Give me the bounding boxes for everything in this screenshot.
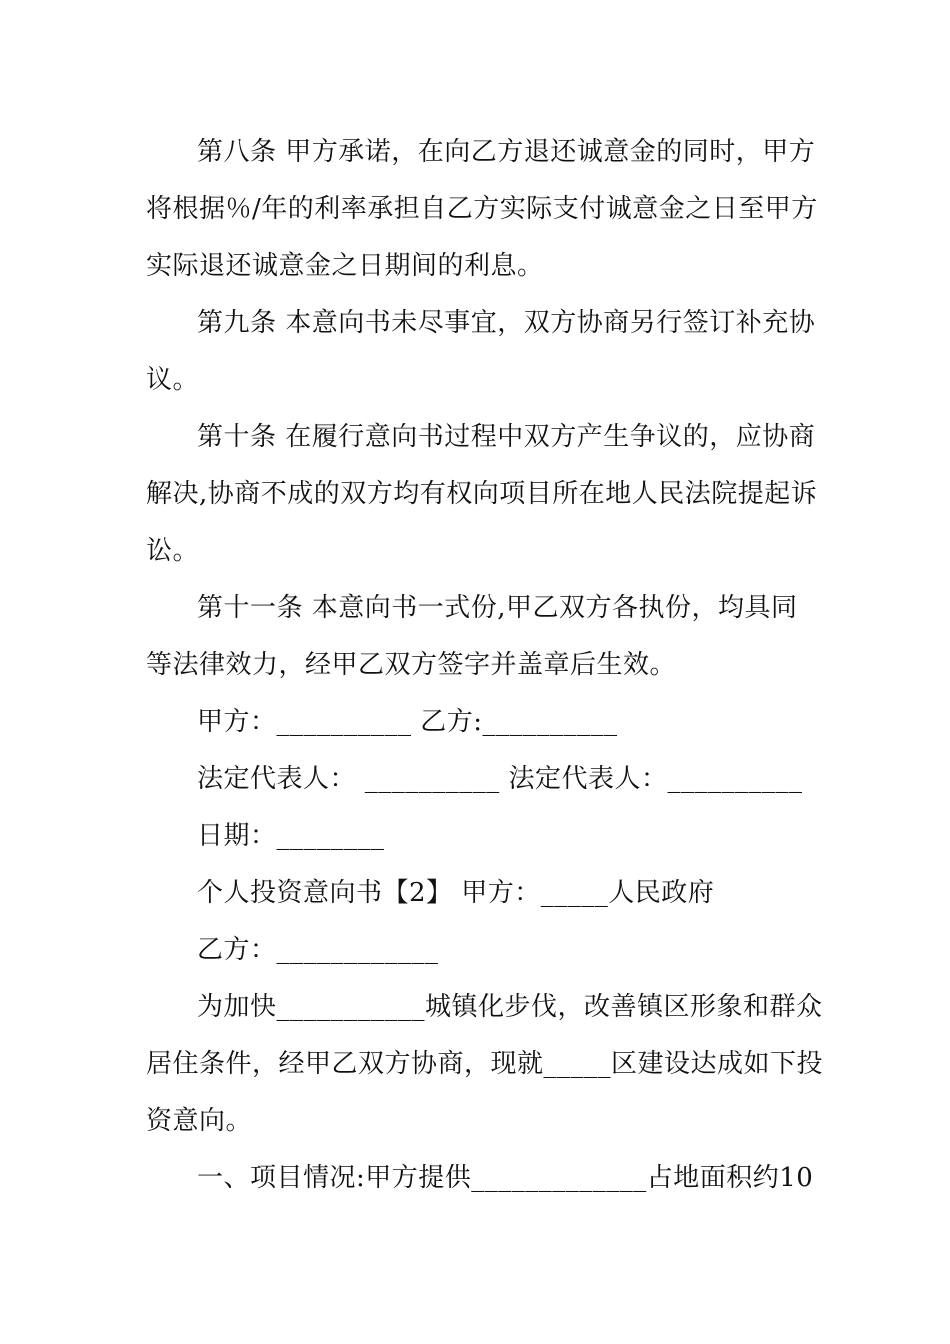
intro-line-3: 资意向。 (146, 1106, 253, 1136)
article-10-line-1: 第十条 在履行意向书过程中双方产生争议的，应协商 (197, 422, 816, 452)
article-9-line-1: 第九条 本意向书未尽事宜，双方协商另行签订补充协 (197, 308, 816, 338)
party-signature-line: 甲方：__________ 乙方:__________ (197, 707, 618, 737)
project-info-line: 一、项目情况:甲方提供_____________占地面积约10 (197, 1163, 814, 1193)
date-line: 日期：________ (197, 821, 385, 851)
party-b-line: 乙方：____________ (197, 935, 439, 965)
article-11-line-2: 等法律效力，经甲乙双方签字并盖章后生效。 (146, 650, 677, 680)
intro-line-1: 为加快___________城镇化步伐，改善镇区形象和群众 (197, 992, 823, 1022)
section-heading-2: 个人投资意向书【2】 甲方：_____人民政府 (197, 878, 715, 908)
article-11-line-1: 第十一条 本意向书一式份,甲乙双方各执份，均具同 (197, 593, 798, 623)
article-8-line-3: 实际退还诚意金之日期间的利息。 (146, 251, 544, 281)
article-10-line-2: 解决,协商不成的双方均有权向项目所在地人民法院提起诉 (146, 479, 818, 509)
article-9-line-2: 议。 (146, 365, 200, 395)
article-10-line-3: 讼。 (146, 536, 200, 566)
legal-representative-line: 法定代表人： __________ 法定代表人：__________ (197, 764, 803, 794)
intro-line-2: 居住条件，经甲乙双方协商，现就_____区建设达成如下投 (146, 1049, 824, 1079)
article-8-line-2: 将根据％/年的利率承担自乙方实际支付诚意金之日至甲方 (146, 194, 818, 224)
article-8-line-1: 第八条 甲方承诺，在向乙方退还诚意金的同时，甲方 (197, 137, 816, 167)
